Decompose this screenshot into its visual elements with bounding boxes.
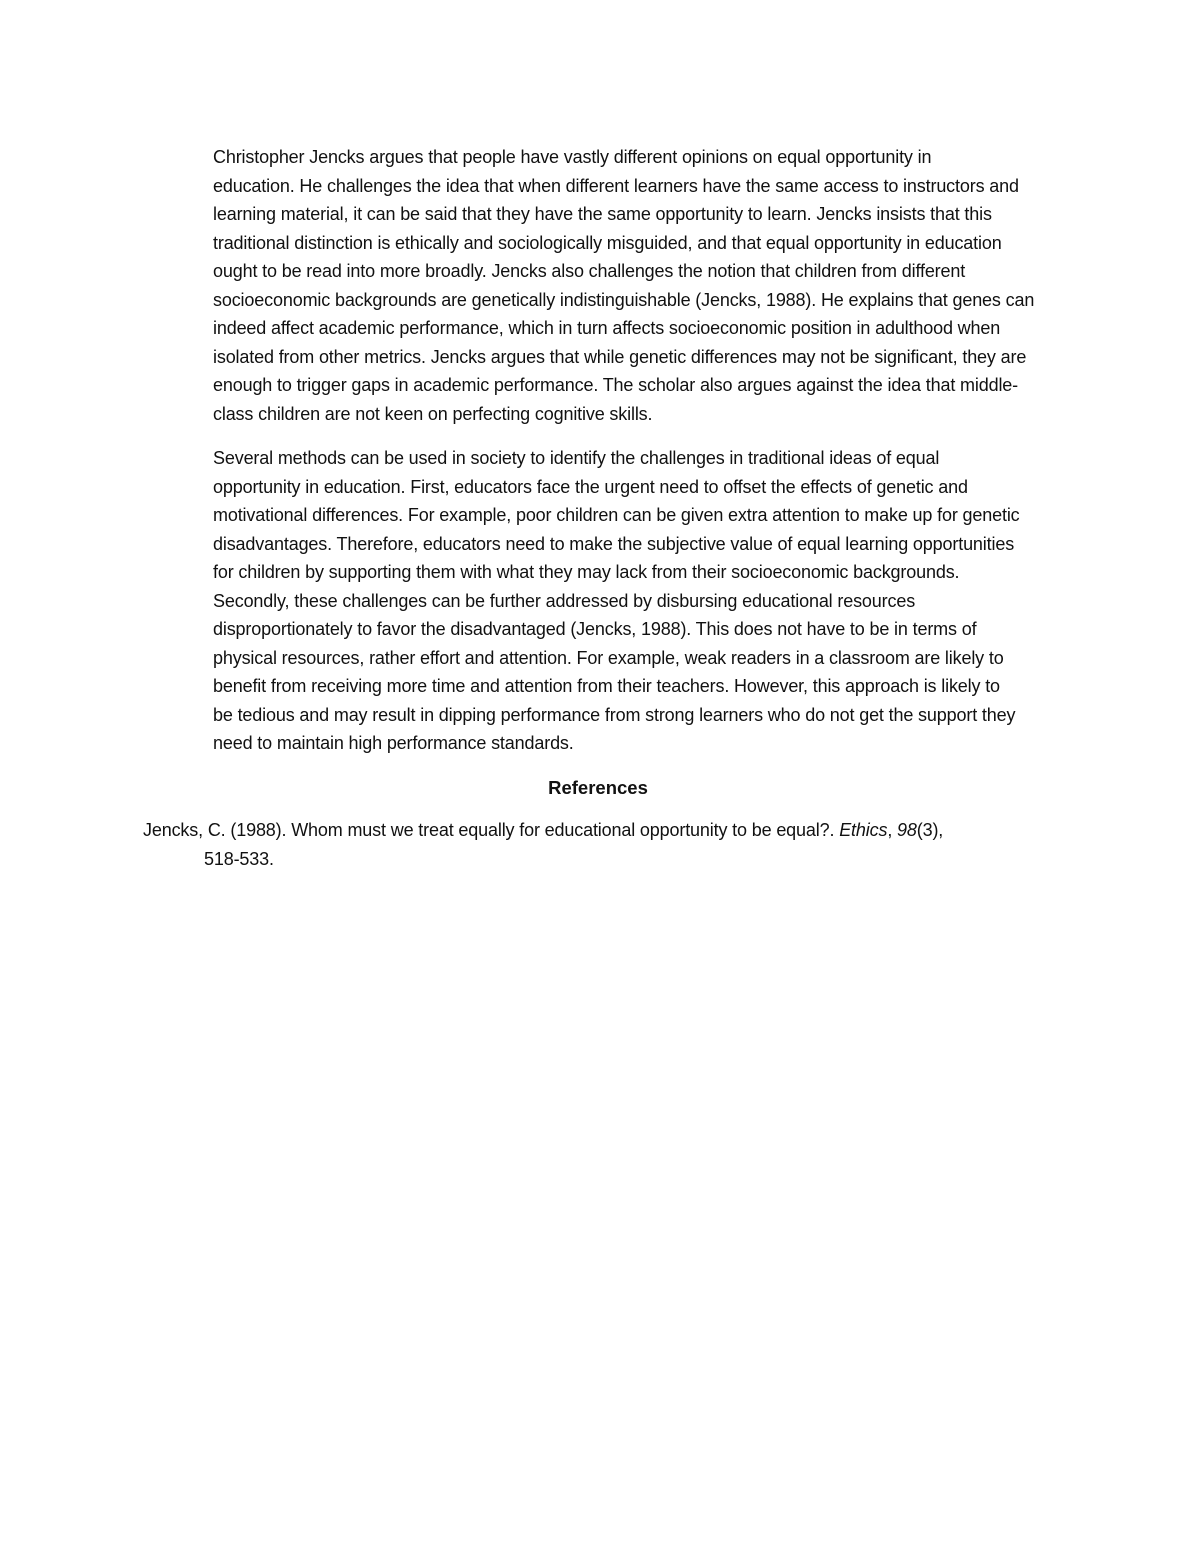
- document-body: [143, 143, 1063, 873]
- paragraph-line: opportunity in education. First, educators face the urgent need to offset the effects of genetic and: [213, 476, 968, 497]
- paragraph-line: benefit from receiving more time and attention from their teachers. However, this approach is likely to: [213, 676, 1000, 696]
- reference-volume: 98: [897, 820, 917, 840]
- paragraph-line: indeed affect academic performance, which in turn affects socioeconomic position in adulthood when: [213, 318, 1001, 338]
- reference-issue: (3),: [916, 820, 944, 840]
- reference-separator: ,: [887, 820, 898, 840]
- paragraph-line: enough to trigger gaps in academic performance. The scholar also argues against the idea that middle-: [213, 375, 1019, 395]
- paragraph-line: traditional distinction is ethically and sociologically misguided, and that equal opportunity in education: [213, 232, 1002, 253]
- paragraph-line: for children by supporting them with what they may lack from their socioeconomic backgrounds.: [213, 562, 960, 582]
- paragraph-line: disadvantages. Therefore, educators need to make the subjective value of equal learning opportunities: [213, 533, 1015, 554]
- paragraph-line: need to maintain high performance standards.: [213, 733, 574, 753]
- paragraph-line: motivational differences. For example, poor children can be given extra attention to make up for genetic: [213, 505, 1020, 525]
- paragraph-line: Christopher Jencks argues that people have vastly different opinions on equal opportunity in: [213, 147, 932, 167]
- paragraph-1: [143, 143, 1063, 428]
- paragraph-line: ought to be read into more broadly. Jencks also challenges the notion that children from different: [213, 261, 966, 281]
- reference-citation: [143, 820, 943, 840]
- paragraph-line: socioeconomic backgrounds are genetically indistinguishable (Jencks, 1988). He explains that genes can: [213, 289, 1035, 310]
- paragraph-line: Several methods can be used in society to identify the challenges in traditional ideas of equal: [213, 448, 940, 468]
- paragraph-line: physical resources, rather effort and attention. For example, weak readers in a classroom are likely to: [213, 647, 1004, 668]
- paragraph-line: education. He challenges the idea that when different learners have the same access to instructors and: [213, 175, 1019, 196]
- paragraph-line: learning material, it can be said that they have the same opportunity to learn. Jencks insists that this: [213, 204, 992, 224]
- paragraph-line: class children are not keen on perfecting cognitive skills.: [213, 403, 653, 424]
- paragraph-2: [143, 444, 1063, 758]
- paragraph-line: Secondly, these challenges can be further addressed by disbursing educational resources: [213, 590, 916, 611]
- references-heading: References: [548, 776, 648, 798]
- reference-entry: [143, 816, 1063, 873]
- reference-prefix: Jencks, C. (1988). Whom must we treat equally for educational opportunity to be equal?.: [143, 820, 840, 840]
- paragraph-line: isolated from other metrics. Jencks argues that while genetic differences may not be significant, they are: [213, 346, 1027, 367]
- reference-pages: 518-533.: [204, 848, 274, 869]
- paragraph-line: be tedious and may result in dipping performance from strong learners who do not get the support they: [213, 704, 1016, 725]
- reference-journal: Ethics: [839, 820, 888, 840]
- paragraph-line: disproportionately to favor the disadvantaged (Jencks, 1988). This does not have to be in terms of: [213, 619, 977, 639]
